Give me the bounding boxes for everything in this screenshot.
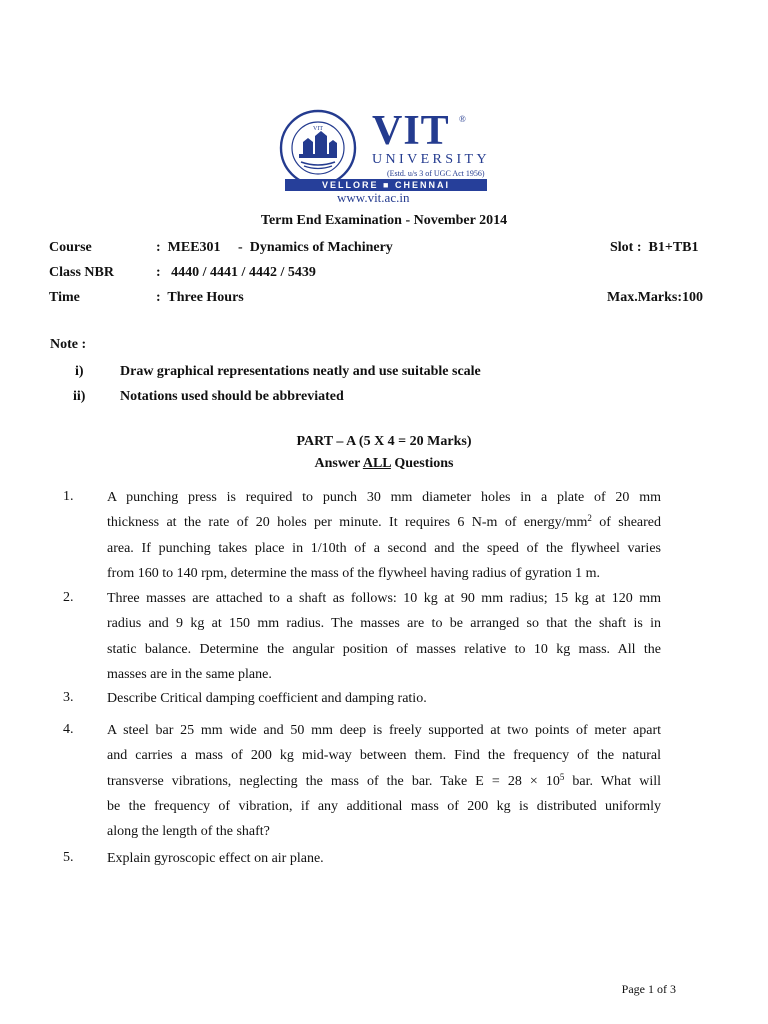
slot-value: Slot : B1+TB1 <box>610 240 699 255</box>
question-line <box>107 769 661 794</box>
question-number: 2. <box>63 590 74 605</box>
question-2 <box>107 586 661 687</box>
question-line-text: transverse vibrations, neglecting the mass of the bar. Take E = 28 × 10 <box>107 773 560 789</box>
course-label: Course <box>49 240 92 255</box>
question-number: 4. <box>63 722 74 737</box>
classnbr-value: : 4440 / 4441 / 4442 / 5439 <box>156 265 316 280</box>
note-item-text: Notations used should be abbreviated <box>120 389 344 404</box>
question-line: A steel bar 25 mm wide and 50 mm deep is freely supported at two points of meter apart <box>107 723 661 738</box>
question-line: from 160 to 140 rpm, determine the mass of the flywheel having radius of gyration 1 m. <box>107 565 601 581</box>
note-item-text: Draw graphical representations neatly and use suitable scale <box>120 364 481 379</box>
part-a-title: PART – A (5 X 4 = 20 Marks) <box>296 434 472 449</box>
logo-university: UNIVERSITY <box>372 152 490 167</box>
logo-wordmark: VIT <box>372 108 450 154</box>
question-line: be the frequency of vibration, if any additional mass of 200 kg is distributed uniformly <box>107 798 661 814</box>
question-line: Describe Critical damping coefficient and damping ratio. <box>107 691 427 706</box>
part-a-instruction <box>0 456 768 472</box>
max-marks: Max.Marks:100 <box>607 290 704 305</box>
exam-title: Term End Examination - November 2014 <box>260 213 508 228</box>
question-line-text: bar. What will <box>564 773 661 789</box>
instruction-text: Questions <box>390 456 454 471</box>
page-number: Page 1 of 3 <box>621 982 676 996</box>
note-item-num: ii) <box>73 389 86 404</box>
course-value: : MEE301 - Dynamics of Machinery <box>156 240 393 255</box>
instruction-emphasis: ALL <box>362 456 391 471</box>
university-logo <box>277 108 492 206</box>
question-line: and carries a mass of 200 kg mid-way between them. Find the frequency of the natural <box>107 748 661 764</box>
note-item-num: i) <box>75 364 84 379</box>
question-line: Three masses are attached to a shaft as follows: 10 kg at 90 mm radius; 15 kg at 120 mm <box>107 591 661 606</box>
superscript: 5 <box>559 771 565 782</box>
question-line: area. If punching takes place in 1/10th of a second and the speed of the flywheel varies <box>107 540 661 556</box>
classnbr-label: Class NBR <box>49 265 114 280</box>
time-label: Time <box>49 290 80 305</box>
question-number: 1. <box>63 489 74 504</box>
logo-estd: (Estd. u/s 3 of UGC Act 1956) <box>387 169 485 178</box>
question-line: radius and 9 kg at 150 mm radius. The masses are to be arranged so that the shaft is in <box>107 616 661 632</box>
question-line: static balance. Determine the angular position of masses relative to 10 kg mass. All the <box>107 641 661 657</box>
question-line: Explain gyroscopic effect on air plane. <box>107 851 324 866</box>
instruction-text: Answer <box>314 456 363 471</box>
question-line <box>107 510 661 535</box>
svg-text:VIT: VIT <box>313 126 323 132</box>
question-line: masses are in the same plane. <box>107 666 272 682</box>
question-line-text: of sheared <box>591 515 662 531</box>
question-5 <box>107 846 661 871</box>
question-4 <box>107 718 661 844</box>
note-label: Note : <box>50 337 87 352</box>
question-3 <box>107 686 661 711</box>
question-line-text: thickness at the rate of 20 holes per minute. It requires 6 N-m of energy/mm <box>107 515 588 531</box>
question-number: 5. <box>63 850 74 865</box>
logo-campus-bar: VELLORE ■ CHENNAI <box>285 179 487 191</box>
registered-mark: ® <box>459 114 466 124</box>
question-line: along the length of the shaft? <box>107 824 270 840</box>
question-number: 3. <box>63 690 74 705</box>
superscript: 2 <box>587 513 592 524</box>
time-value: : Three Hours <box>156 290 244 305</box>
question-1 <box>107 485 661 586</box>
question-line: A punching press is required to punch 30 mm diameter holes in a plate of 20 mm <box>107 490 661 505</box>
university-seal-icon <box>277 108 359 188</box>
logo-url: www.vit.ac.in <box>337 190 410 205</box>
